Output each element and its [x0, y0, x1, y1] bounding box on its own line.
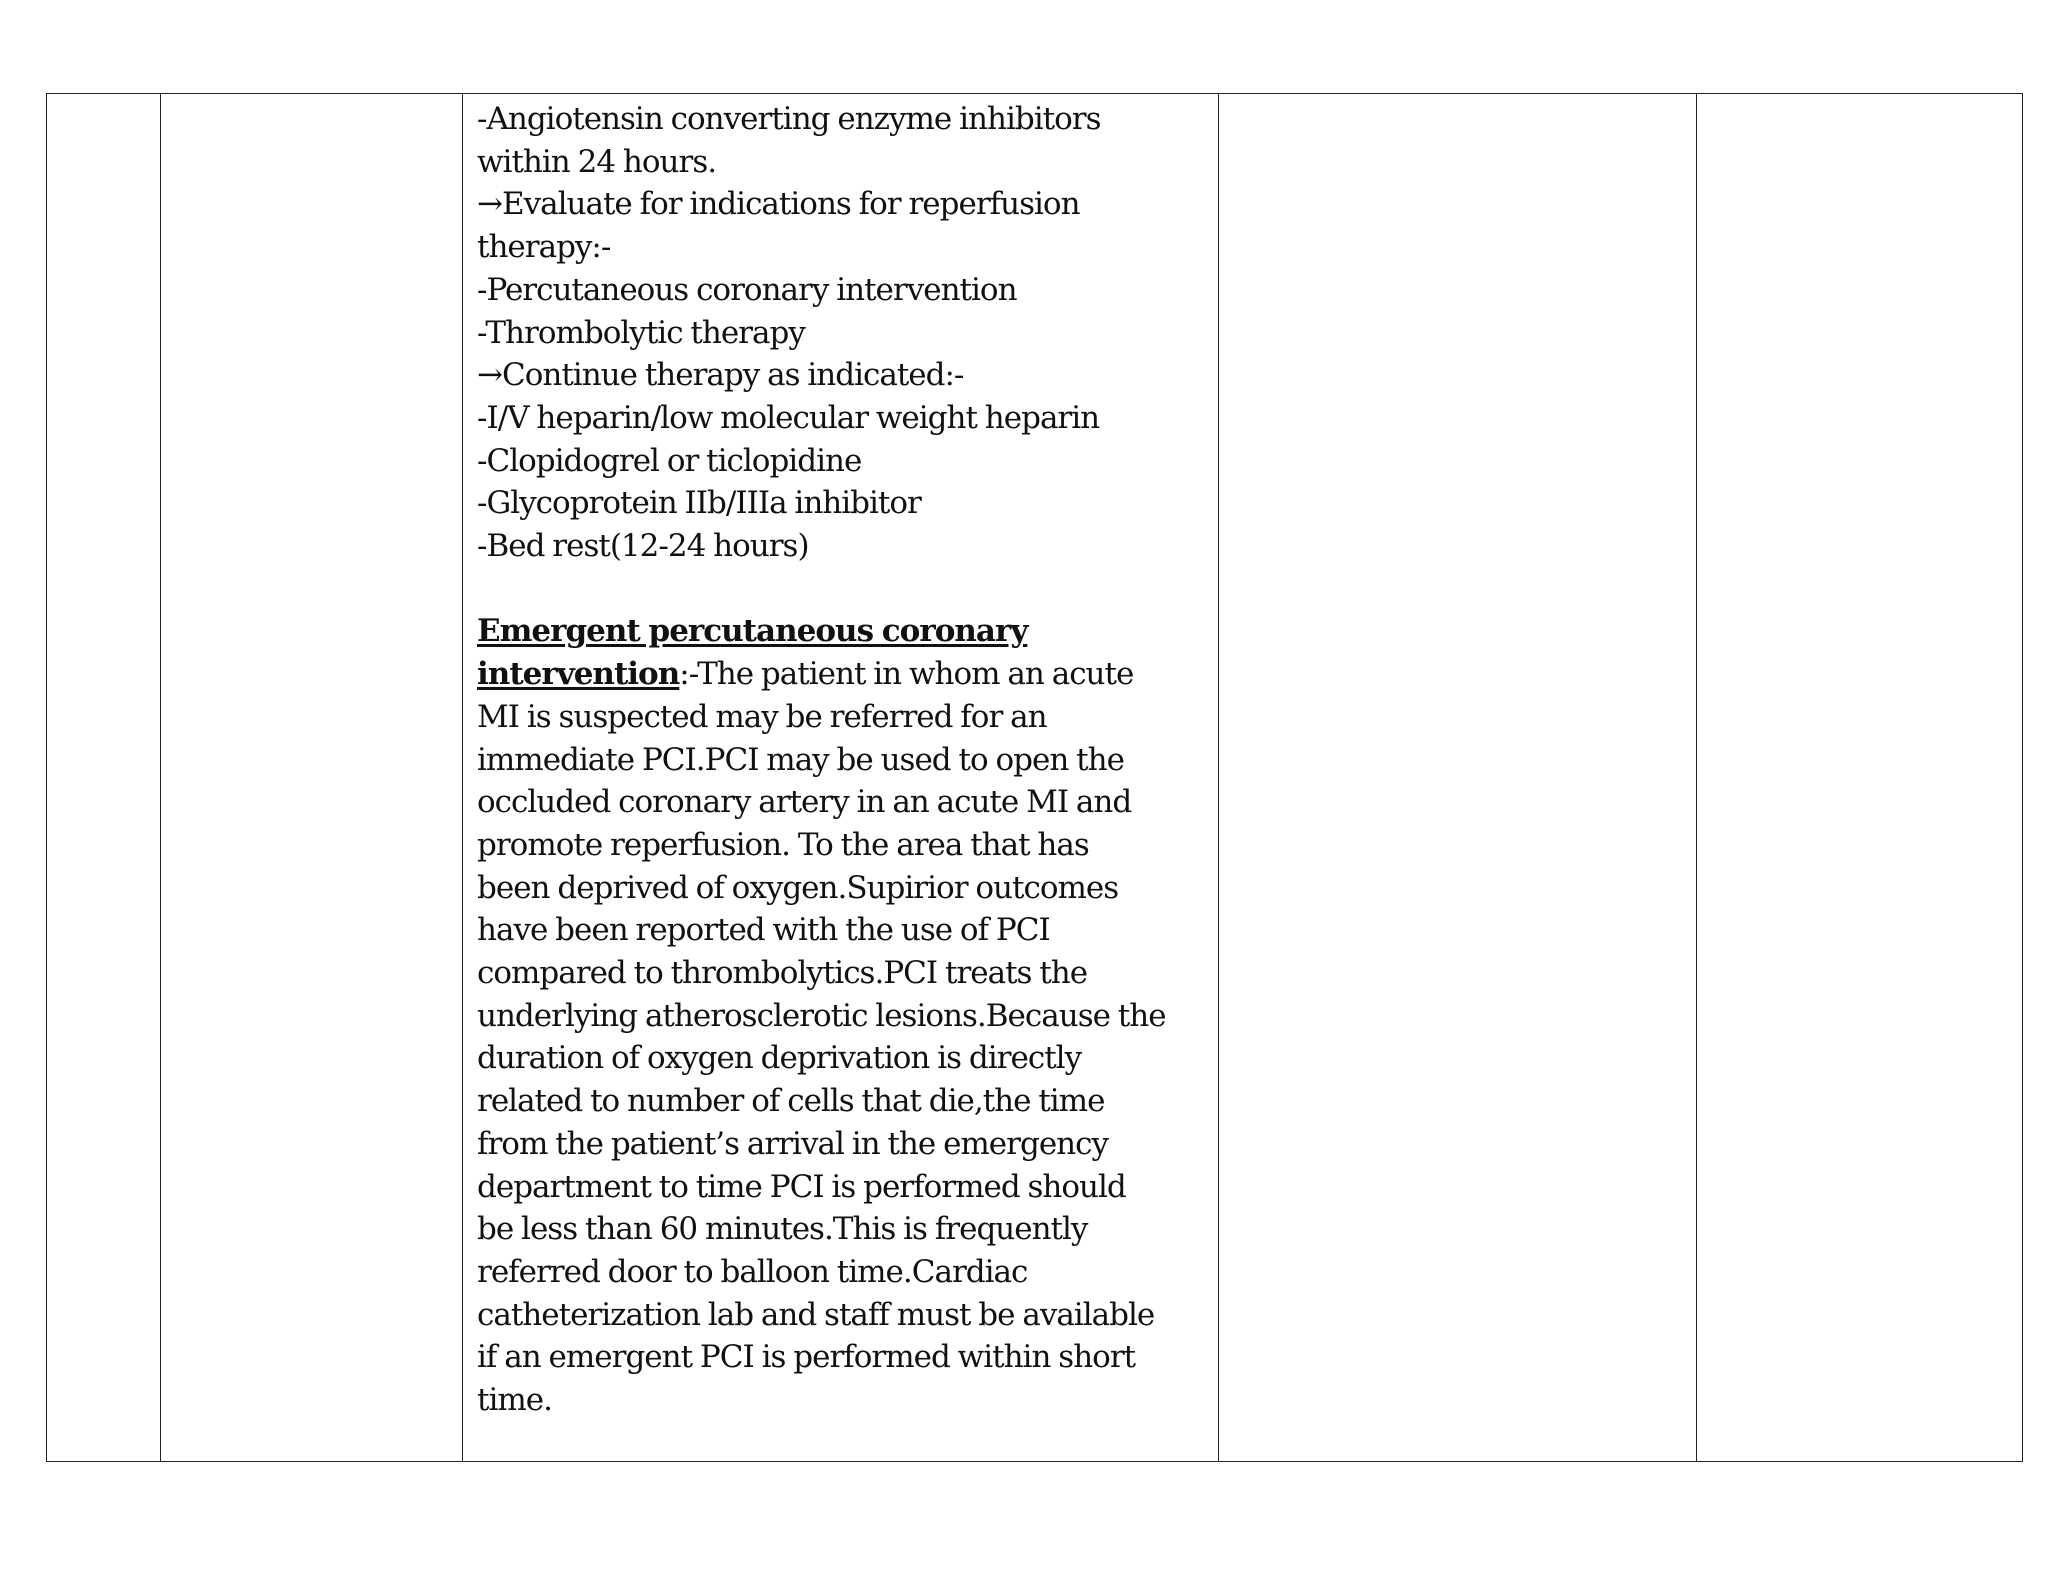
heading-continuation-line	[477, 653, 1204, 696]
list-item: →Continue therapy as indicated:-	[477, 357, 964, 394]
table-cell-interventions	[463, 94, 1219, 1462]
list-item: within 24 hours.	[477, 143, 717, 180]
paragraph-line: compared to thrombolytics.PCI treats the	[477, 955, 1088, 992]
paragraph-line: duration of oxygen deprivation is directly	[477, 1040, 1082, 1077]
list-item: -Angiotensin converting enzyme inhibitors	[477, 101, 1101, 137]
section-heading: Emergent percutaneous coronary	[477, 613, 1028, 650]
paragraph-start: :-The patient in whom an acute	[679, 656, 1134, 693]
list-item: therapy:-	[477, 229, 611, 266]
paragraph-line: MI is suspected may be referred for an	[477, 698, 1047, 735]
paragraph-line: related to number of cells that die,the time	[477, 1083, 1105, 1120]
list-item: -Percutaneous coronary intervention	[477, 271, 1017, 308]
paragraph-line: department to time PCI is performed should	[477, 1168, 1126, 1205]
paragraph-line: catheterization lab and staff must be available	[477, 1296, 1155, 1333]
table-cell-col-2	[161, 94, 463, 1462]
list-item: -Thrombolytic therapy	[477, 314, 805, 351]
paragraph-line: if an emergent PCI is performed within short	[477, 1339, 1136, 1376]
care-plan-table	[46, 93, 2023, 1462]
paragraph-line: underlying atherosclerotic lesions.Because the	[477, 997, 1166, 1034]
list-item: -Bed rest(12-24 hours)	[477, 528, 809, 565]
paragraph-line: time.	[477, 1382, 552, 1419]
interventions-content	[463, 94, 1218, 1422]
table-row	[47, 94, 2023, 1462]
paragraph-line: been deprived of oxygen.Supirior outcomes	[477, 869, 1119, 906]
paragraph-line: immediate PCI.PCI may be used to open the	[477, 741, 1124, 778]
list-item: →Evaluate for indications for reperfusion	[477, 186, 1080, 223]
list-item: -Clopidogrel or ticlopidine	[477, 442, 862, 479]
spacer	[477, 568, 1204, 611]
list-item: -Glycoprotein IIb/IIIa inhibitor	[477, 485, 921, 522]
paragraph-line: referred door to balloon time.Cardiac	[477, 1253, 1028, 1290]
paragraph-line: have been reported with the use of PCI	[477, 912, 1050, 949]
paragraph-line: promote reperfusion. To the area that has	[477, 826, 1089, 863]
list-item: -I/V heparin/low molecular weight heparin	[477, 399, 1100, 436]
section-heading-continued: intervention	[477, 656, 680, 693]
paragraph-line: from the patient’s arrival in the emergency	[477, 1125, 1109, 1162]
paragraph-line: be less than 60 minutes.This is frequently	[477, 1211, 1088, 1248]
table-cell-col-5	[1697, 94, 2023, 1462]
table-cell-col-4	[1219, 94, 1697, 1462]
table-cell-col-1	[47, 94, 161, 1462]
paragraph-line: occluded coronary artery in an acute MI and	[477, 784, 1132, 821]
